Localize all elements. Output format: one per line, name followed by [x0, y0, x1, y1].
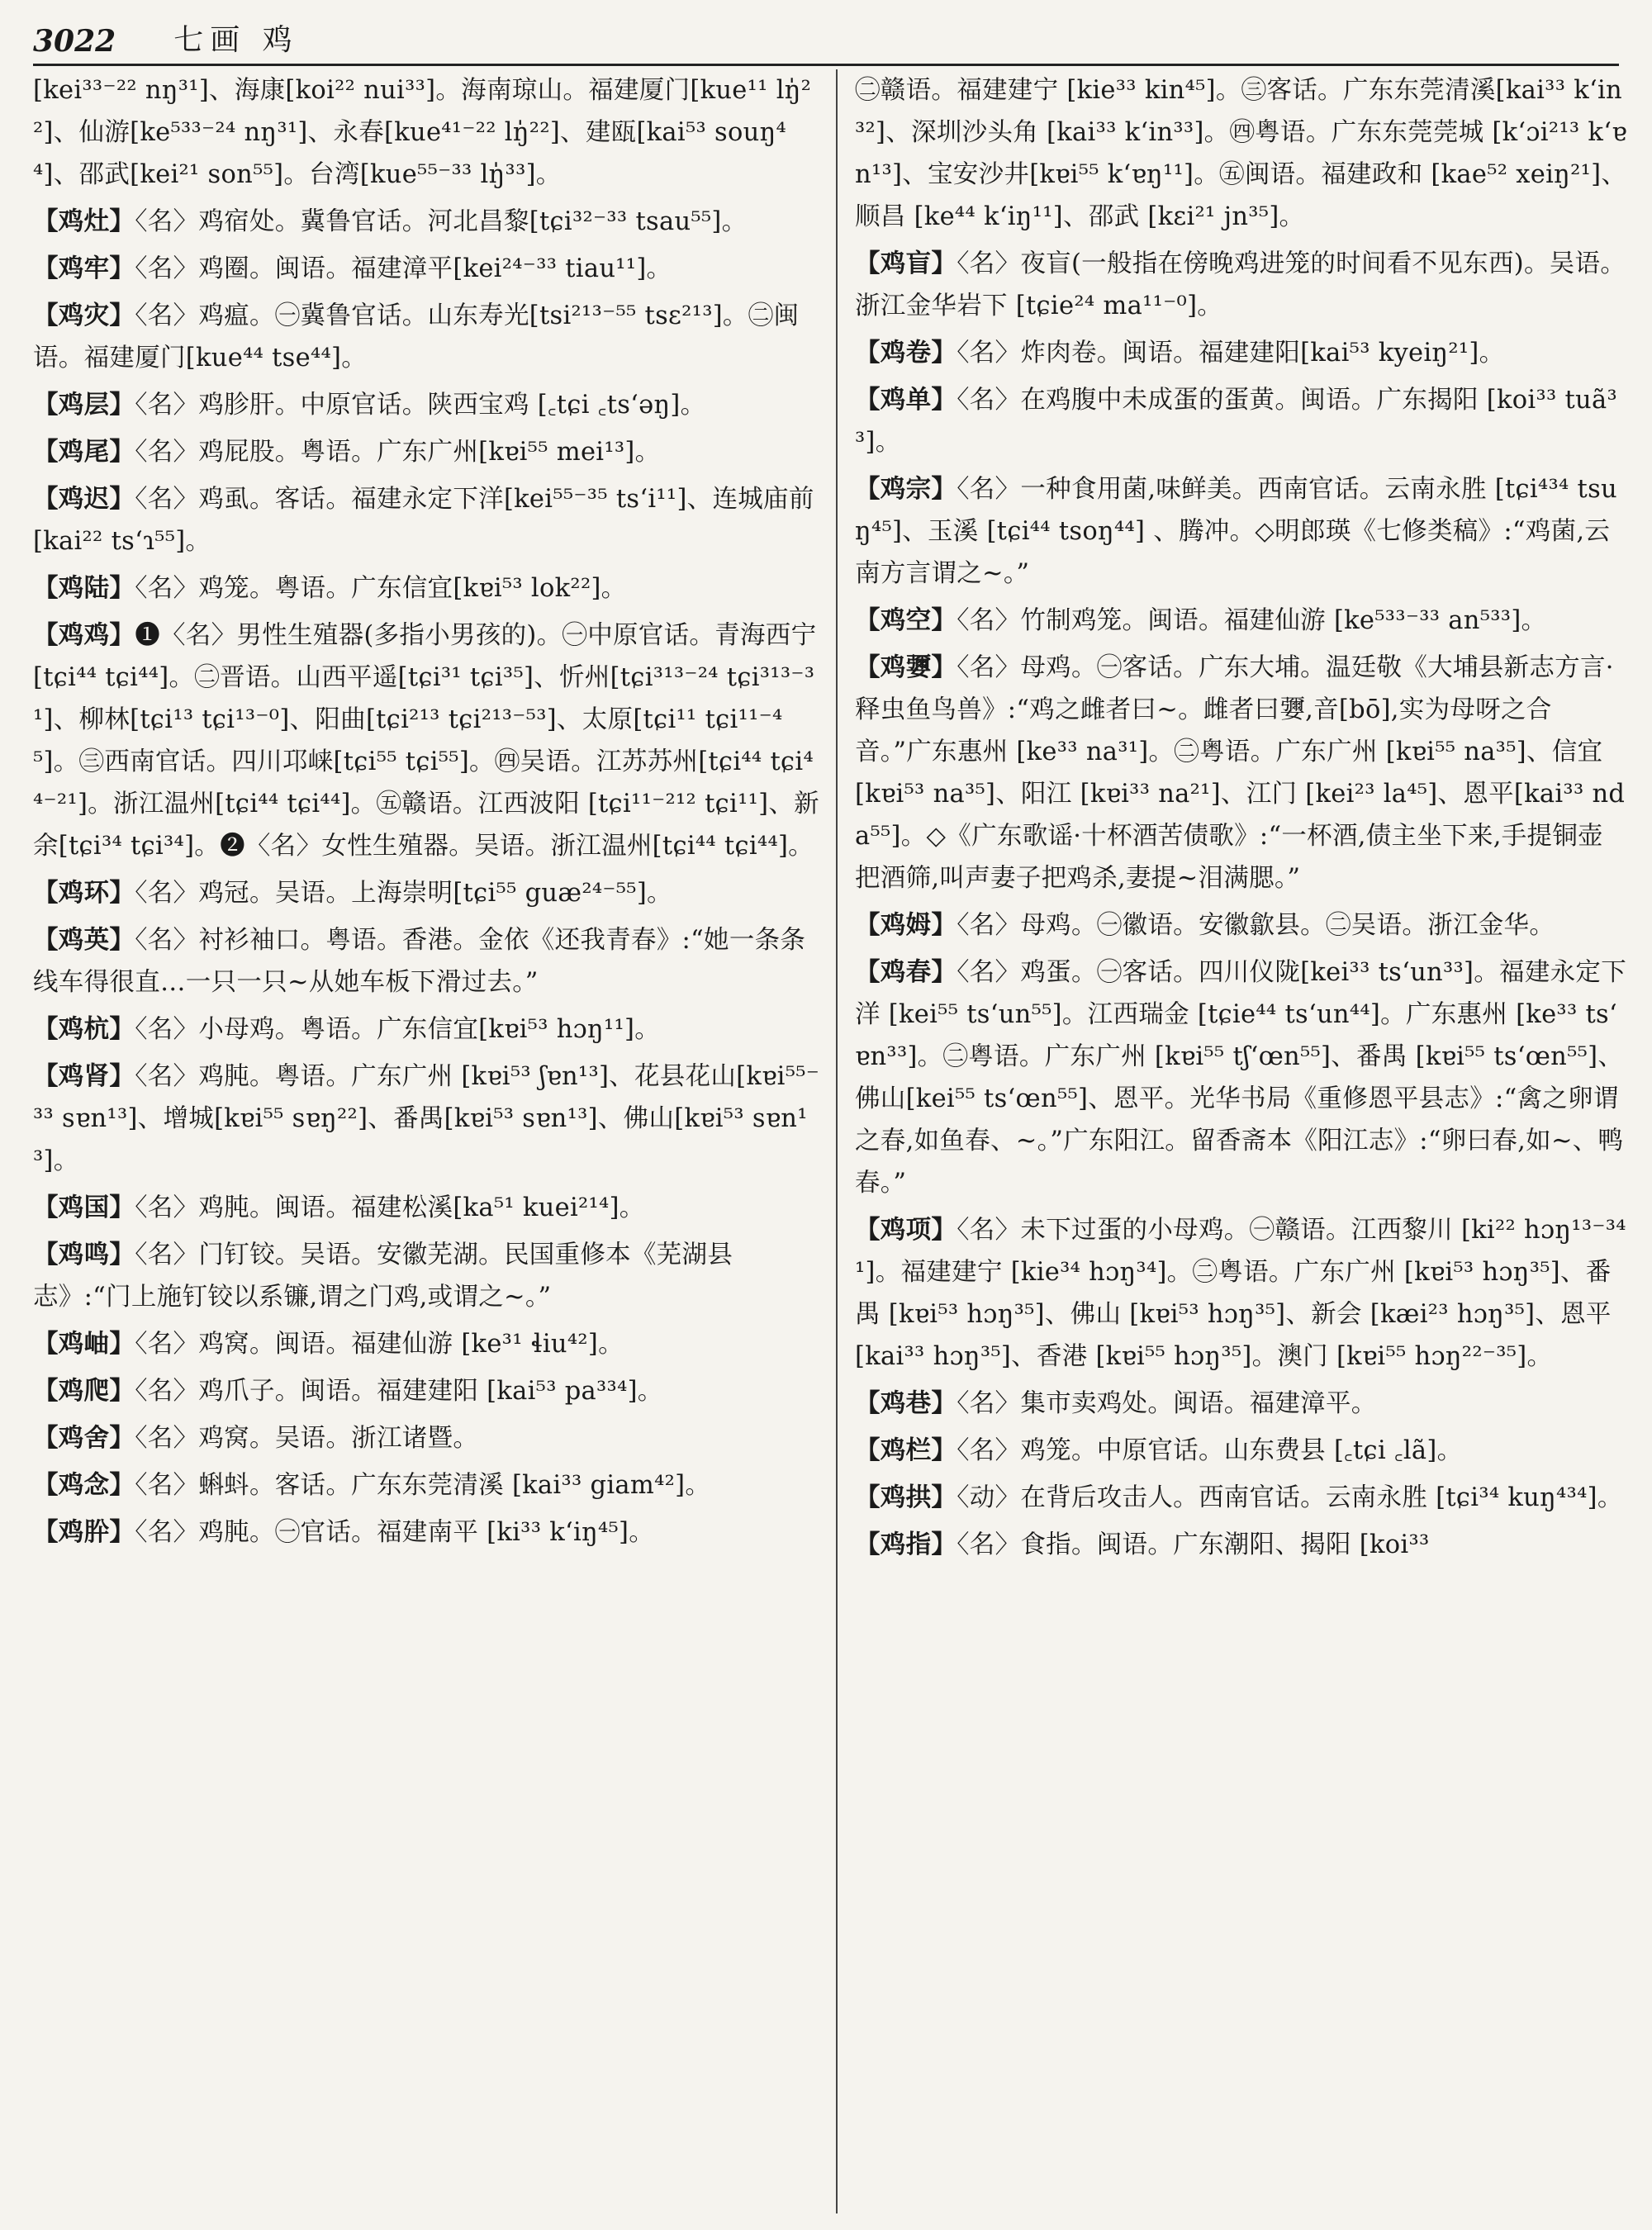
dictionary-entry: [33, 384, 822, 426]
entry-definition: 〈名〉集市卖鸡处。闽语。福建漳平。: [957, 1389, 1377, 1418]
entry-definition: 〈名〉小母鸡。粤语。广东信宜[kɐi⁵³ hɔŋ¹¹]。: [135, 1015, 661, 1044]
entry-definition: 〈名〉鸡宿处。冀鲁官话。河北昌黎[tɕi³²⁻³³ tsau⁵⁵]。: [135, 207, 748, 236]
entry-definition: 〈动〉在背后攻击人。西南官话。云南永胜 [tɕi³⁴ kuŋ⁴³⁴]。: [957, 1483, 1623, 1512]
dictionary-entry: [855, 1430, 1627, 1472]
entry-headword: 【鸡环】: [33, 878, 135, 908]
entry-headword: 【鸡卷】: [855, 338, 957, 368]
entry-headword: 【鸡㜷】: [855, 652, 957, 682]
entry-headword: 【鸡巷】: [855, 1388, 957, 1418]
entry-definition: 〈名〉母鸡。㊀客话。广东大埔。温廷敬《大埔县新志方言·释虫鱼鸟兽》:“鸡之雌者曰~。雌者曰㜷,音[bō],实为母呀之合音。”广东惠州 [ke³³ na³¹]。㊁粤语。广东广州 [kɐi⁵⁵ na³⁵]、信宜 [kɐi⁵³ na³⁵]、阳江 [kɐi³³ na²¹]、江门 [kei²³ la⁴⁵]、恩平[kai³³ nda⁵⁵]。◇《广东歌谣·十杯酒苦债歌》:“一杯酒,债主坐下来,手提铜壶把酒筛,叫声妻子把鸡杀,妻提~泪满腮。”: [855, 653, 1626, 893]
entry-definition: 〈名〉鸡爪子。闽语。福建建阳 [kai⁵³ pa³³⁴]。: [135, 1377, 663, 1406]
entry-definition: 〈名〉鸡瘟。㊀冀鲁官话。山东寿光[tsi²¹³⁻⁵⁵ tsɛ²¹³]。㊁闽语。福建厦门[kue⁴⁴ tse⁴⁴]。: [33, 301, 800, 372]
dictionary-entry: [855, 1524, 1627, 1566]
entry-definition: 〈名〉鸡胗肝。中原官话。陕西宝鸡 [꜀tɕi ꜀tsʻəŋ]。: [135, 391, 706, 420]
entry-definition: 〈名〉鸡虱。客话。福建永定下洋[kei⁵⁵⁻³⁵ tsʻi¹¹]、连城庙前[kai²² tsʻɿ⁵⁵]。: [33, 485, 814, 556]
entry-definition: 〈名〉鸡冠。吴语。上海崇明[tɕi⁵⁵ guæ²⁴⁻⁵⁵]。: [135, 879, 672, 908]
page-number: 3022: [33, 24, 116, 59]
entry-headword: 【鸡陆】: [33, 573, 135, 603]
dictionary-entry: [33, 567, 822, 610]
entry-definition: 〈名〉鸡蛋。㊀客话。四川仪陇[kei³³ tsʻun³³]。福建永定下洋 [kei⁵⁵ tsʻun⁵⁵]。江西瑞金 [tɕie⁴⁴ tsʻun⁴⁴]。广东惠州 [ke³³ tsʻɐn³³]。㊁粤语。广东广州 [kɐi⁵⁵ tʃʻœn⁵⁵]、番禺 [kɐi⁵⁵ tsʻœn⁵⁵]、佛山[kei⁵⁵ tsʻœn⁵⁵]、恩平。光华书局《重修恩平县志》:“禽之卵谓之春,如鱼春、~。”广东阳江。留香斋本《阳江志》:“卵曰春,如~、鸭春。”: [855, 958, 1627, 1198]
entry-headword: 【鸡栏】: [855, 1435, 957, 1465]
entry-definition: 〈名〉鸡肫。闽语。福建松溪[ka⁵¹ kuei²¹⁴]。: [135, 1193, 645, 1222]
entry-definition: 〈名〉炸肉卷。闽语。福建建阳[kai⁵³ kyeiŋ²¹]。: [957, 339, 1505, 368]
entry-definition: 〈名〉鸡窝。闽语。福建仙游 [ke³¹ ɬiu⁴²]。: [135, 1330, 624, 1359]
dictionary-entry: [33, 1056, 822, 1182]
entry-headword: 【鸡岫】: [33, 1329, 135, 1359]
entry-headword: 【鸡鸡】: [33, 620, 135, 650]
entry-headword: 【鸡迟】: [33, 484, 135, 514]
dictionary-entry: [33, 431, 822, 473]
dictionary-entry: [855, 332, 1627, 374]
entry-definition: 〈名〉鸡笼。粤语。广东信宜[kɐi⁵³ lok²²]。: [135, 574, 627, 603]
dictionary-entry: [855, 243, 1627, 327]
dictionary-entry: [33, 201, 822, 243]
entry-headword: 【鸡层】: [33, 390, 135, 420]
dictionary-entry: [33, 295, 822, 379]
entry-definition: ❶〈名〉男性生殖器(多指小男孩的)。㊀中原官话。青海西宁[tɕi⁴⁴ tɕi⁴⁴]。㊁晋语。山西平遥[tɕi³¹ tɕi³⁵]、忻州[tɕi³¹³⁻²⁴ tɕi³¹³⁻³¹]、柳林[tɕi¹³ tɕi¹³⁻⁰]、阳曲[tɕi²¹³ tɕi²¹³⁻⁵³]、太原[tɕi¹¹ tɕi¹¹⁻⁴⁵]。㊂西南官话。四川邛崃[tɕi⁵⁵ tɕi⁵⁵]。㊃吴语。江苏苏州[tɕi⁴⁴ tɕi⁴⁴⁻²¹]。浙江温州[tɕi⁴⁴ tɕi⁴⁴]。㊄赣语。江西波阳 [tɕi¹¹⁻²¹² tɕi¹¹]、新余[tɕi³⁴ tɕi³⁴]。❷〈名〉女性生殖器。吴语。浙江温州[tɕi⁴⁴ tɕi⁴⁴]。: [33, 621, 819, 861]
entry-headword: 【鸡空】: [855, 605, 957, 635]
entry-definition: 〈名〉在鸡腹中未成蛋的蛋黄。闽语。广东揭阳 [koi³³ tuã³³]。: [855, 386, 1618, 457]
left-column: [33, 69, 822, 2213]
dictionary-entry: [33, 478, 822, 562]
dictionary-entry: [33, 1417, 822, 1459]
dictionary-entry: [855, 951, 1627, 1204]
dictionary-entry: [855, 1477, 1627, 1519]
entry-headword: 【鸡尾】: [33, 437, 135, 467]
dictionary-entry: [855, 1209, 1627, 1378]
entry-definition: [kei³³⁻²² nŋ³¹]、海康[koi²² nui³³]。海南琼山。福建厦门[kue¹¹ lŋ̍²²]、仙游[ke⁵³³⁻²⁴ nŋ³¹]、永春[kue⁴¹⁻²² lŋ̍²²]、建瓯[kai⁵³ souŋ⁴⁴]、邵武[kei²¹ son⁵⁵]。台湾[kue⁵⁵⁻³³ lŋ̍³³]。: [33, 76, 812, 189]
entry-definition: 〈名〉鸡笼。中原官话。山东费县 [꜀tɕi ꜀lã]。: [957, 1436, 1463, 1465]
entry-headword: 【鸡项】: [855, 1215, 957, 1245]
entry-headword: 【鸡杭】: [33, 1014, 135, 1044]
entry-headword: 【鸡姆】: [855, 910, 957, 940]
entry-headword: 【鸡鸣】: [33, 1240, 135, 1269]
dictionary-entry: [33, 1323, 822, 1365]
dictionary-entry: [855, 468, 1627, 595]
entry-definition: 〈名〉鸡屁股。粤语。广东广州[kɐi⁵⁵ mei¹³]。: [135, 438, 661, 467]
dictionary-entry: [33, 1370, 822, 1412]
entry-headword: 【鸡指】: [855, 1530, 957, 1559]
entry-headword: 【鸡舍】: [33, 1423, 135, 1453]
entry-headword: 【鸡肾】: [33, 1061, 135, 1091]
entry-definition: 〈名〉夜盲(一般指在傍晚鸡进笼的时间看不见东西)。吴语。浙江金华岩下 [tɕie²⁴ ma¹¹⁻⁰]。: [855, 249, 1626, 320]
dictionary-entry: [33, 1464, 822, 1506]
entry-definition: 〈名〉母鸡。㊀徽语。安徽歙县。㊁吴语。浙江金华。: [957, 911, 1555, 940]
entry-definition: 〈名〉衬衫袖口。粤语。香港。金依《还我青春》:“她一条条线车得很直…一只一只~从她车板下滑过去。”: [33, 926, 806, 997]
entry-definition: 〈名〉鸡肫。粤语。广东广州 [kɐi⁵³ ʃɐn¹³]、花县花山[kɐi⁵⁵⁻³³ sɐn¹³]、增城[kɐi⁵⁵ sɐŋ²²]、番禺[kɐi⁵³ sɐn¹³]、佛山[kɐi⁵³ sɐn¹³]。: [33, 1062, 820, 1175]
entry-headword: 【鸡英】: [33, 925, 135, 955]
entry-headword: 【鸡爬】: [33, 1376, 135, 1406]
entry-headword: 【鸡拱】: [855, 1483, 957, 1512]
dictionary-entry: [855, 1383, 1627, 1425]
dictionary-entry: [855, 379, 1627, 463]
entry-definition: 〈名〉鸡圈。闽语。福建漳平[kei²⁴⁻³³ tiau¹¹]。: [135, 254, 672, 283]
dictionary-entry: [33, 614, 822, 867]
entry-headword: 【鸡单】: [855, 385, 957, 415]
entry-headword: 【鸡念】: [33, 1470, 135, 1500]
entry-definition: 〈名〉竹制鸡笼。闽语。福建仙游 [ke⁵³³⁻³³ an⁵³³]。: [957, 606, 1547, 635]
entry-definition: 〈名〉鸡肫。㊀官话。福建南平 [ki³³ kʻiŋ⁴⁵]。: [135, 1518, 655, 1547]
dictionary-entry: [855, 647, 1627, 899]
entry-definition: ㊁赣语。福建建宁 [kie³³ kin⁴⁵]。㊂客话。广东东莞清溪[kai³³ kʻin³²]、深圳沙头角 [kai³³ kʻin³³]。㊃粤语。广东东莞莞城 [kʻɔi²¹³ kʻɐn¹³]、宝安沙井[kɐi⁵⁵ kʻɐŋ¹¹]。㊄闽语。福建政和 [kae⁵² xeiŋ²¹]、顺昌 [ke⁴⁴ kʻiŋ¹¹]、邵武 [kɛi²¹ jn³⁵]。: [855, 76, 1627, 231]
right-column: [855, 69, 1627, 2213]
entry-headword: 【鸡宗】: [855, 474, 957, 504]
entry-definition: 〈名〉蝌蚪。客话。广东东莞清溪 [kai³³ giam⁴²]。: [135, 1471, 711, 1500]
entry-headword: 【鸡牢】: [33, 254, 135, 283]
section-label: 七画 鸡: [173, 23, 299, 57]
column-divider: [836, 69, 838, 2213]
entry-continuation: [33, 69, 822, 196]
entry-headword: 【鸡春】: [855, 957, 957, 987]
dictionary-entry: [33, 919, 822, 1004]
entry-headword: 【鸡灶】: [33, 206, 135, 236]
entry-headword: 【鸡盲】: [855, 249, 957, 278]
entry-definition: 〈名〉未下过蛋的小母鸡。㊀赣语。江西黎川 [ki²² hɔŋ¹³⁻³⁴¹]。福建建宁 [kie³⁴ hɔŋ³⁴]。㊁粤语。广东广州 [kɐi⁵³ hɔŋ³⁵]、番禺 [kɐi⁵³ hɔŋ³⁵]、佛山 [kɐi⁵³ hɔŋ³⁵]、新会 [kæi²³ hɔŋ³⁵]、恩平 [kai³³ hɔŋ³⁵]、香港 [kɐi⁵⁵ hɔŋ³⁵]。澳门 [kɐi⁵⁵ hɔŋ²²⁻³⁵]。: [855, 1216, 1626, 1371]
dictionary-entry: [33, 1008, 822, 1051]
entry-definition: 〈名〉鸡窝。吴语。浙江诸暨。: [135, 1424, 479, 1453]
dictionary-entry: [33, 248, 822, 290]
dictionary-entry: [855, 904, 1627, 947]
dictionary-entry: [33, 1511, 822, 1554]
page-header: [33, 15, 1619, 66]
dictionary-entry: [33, 1234, 822, 1318]
entry-definition: 〈名〉食指。闽语。广东潮阳、揭阳 [koi³³: [957, 1530, 1430, 1559]
entry-definition: 〈名〉门钉铰。吴语。安徽芜湖。民国重修本《芜湖县志》:“门上施钉铰以系镰,谓之门鸡,或谓之~。”: [33, 1241, 733, 1312]
dictionary-entry: [33, 1187, 822, 1229]
entry-definition: 〈名〉一种食用菌,味鲜美。西南官话。云南永胜 [tɕi⁴³⁴ tsuŋ⁴⁵]、玉溪 [tɕi⁴⁴ tsoŋ⁴⁴] 、腾冲。◇明郎瑛《七修类稿》:“鸡菌,云南方言谓之~。”: [855, 475, 1617, 588]
dictionary-entry: [855, 600, 1627, 642]
entry-headword: 【鸡肸】: [33, 1517, 135, 1547]
entry-continuation: [855, 69, 1627, 238]
dictionary-entry: [33, 872, 822, 914]
entry-headword: 【鸡灾】: [33, 301, 135, 330]
entry-headword: 【鸡国】: [33, 1193, 135, 1222]
